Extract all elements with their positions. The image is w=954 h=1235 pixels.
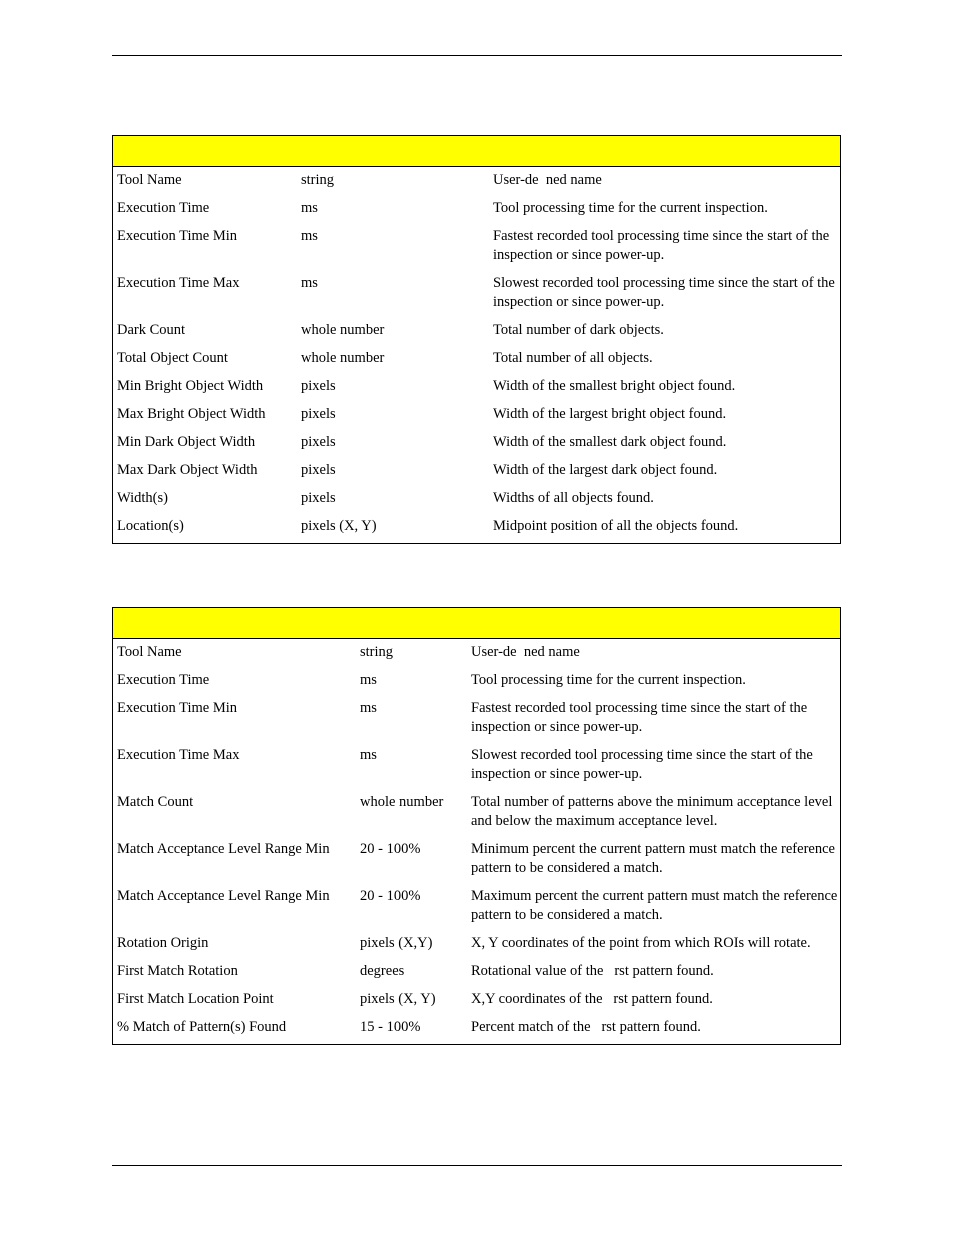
row-name-cell: Execution Time Max: [117, 275, 240, 291]
row-description-cell: Tool processing time for the current inspection.: [471, 672, 746, 688]
row-description-cell: X,Y coordinates of the rst pattern found.: [471, 991, 713, 1007]
row-name-cell: Min Bright Object Width: [117, 378, 264, 394]
row-name-cell: Location(s): [117, 518, 184, 534]
table-row: [113, 487, 840, 515]
table-row: [113, 431, 840, 459]
row-description-cell: Minimum percent the current pattern must match the reference pattern to be considered a match.: [471, 841, 835, 876]
row-description-cell: Widths of all objects found.: [493, 490, 654, 506]
row-description-cell: Total number of all objects.: [493, 350, 653, 366]
row-unit-cell: degrees: [360, 963, 405, 979]
row-name-cell: Total Object Count: [117, 350, 228, 366]
row-description-cell: User-de ned name: [493, 172, 602, 188]
row-name-cell: Match Acceptance Level Range Min: [117, 888, 330, 904]
row-name-cell: First Match Location Point: [117, 991, 274, 1007]
row-unit-cell: pixels (X,Y): [360, 935, 433, 951]
row-unit-cell: pixels: [301, 462, 336, 478]
row-name-cell: Rotation Origin: [117, 935, 209, 951]
row-unit-cell: pixels (X, Y): [301, 518, 377, 534]
row-unit-cell: ms: [360, 672, 377, 688]
row-description-cell: Maximum percent the current pattern must match the reference pattern to be considered a match.: [471, 888, 838, 923]
row-unit-cell: pixels: [301, 378, 336, 394]
row-description-cell: Width of the largest dark object found.: [493, 462, 718, 478]
row-unit-cell: whole number: [360, 794, 444, 810]
row-unit-cell: pixels (X, Y): [360, 991, 436, 1007]
row-description-cell: Total number of dark objects.: [493, 322, 664, 338]
bottom-rule: [112, 1165, 842, 1166]
row-description-cell: Width of the smallest bright object found.: [493, 378, 736, 394]
table-row: [113, 960, 840, 988]
row-description-cell: X, Y coordinates of the point from which ROIs will rotate.: [471, 935, 811, 951]
row-description-cell: Rotational value of the rst pattern found.: [471, 963, 714, 979]
table-body: [113, 639, 840, 1044]
row-name-cell: Match Count: [117, 794, 194, 810]
row-unit-cell: whole number: [301, 350, 385, 366]
row-name-cell: Execution Time: [117, 672, 210, 688]
row-unit-cell: pixels: [301, 406, 336, 422]
top-rule: [112, 55, 842, 56]
table-row: [113, 1016, 840, 1044]
row-name-cell: First Match Rotation: [117, 963, 238, 979]
row-description-cell: User-de ned name: [471, 644, 580, 660]
tool-results-table-1: [112, 135, 841, 544]
row-unit-cell: 15 - 100%: [360, 1019, 421, 1035]
row-description-cell: Width of the smallest dark object found.: [493, 434, 727, 450]
row-name-cell: Execution Time: [117, 200, 210, 216]
row-unit-cell: ms: [301, 228, 318, 244]
table-row: [113, 272, 840, 319]
row-name-cell: Min Dark Object Width: [117, 434, 256, 450]
table-row: [113, 347, 840, 375]
table-row: [113, 641, 840, 669]
row-unit-cell: ms: [360, 700, 377, 716]
table-header: [113, 136, 840, 167]
row-name-cell: Execution Time Max: [117, 747, 240, 763]
table-row: [113, 225, 840, 272]
table-row: [113, 885, 840, 932]
row-description-cell: Fastest recorded tool processing time since the start of the inspection or since power-up.: [493, 228, 830, 263]
row-description-cell: Slowest recorded tool processing time since the start of the inspection or since power-up.: [493, 275, 835, 310]
row-description-cell: Slowest recorded tool processing time since the start of the inspection or since power-up.: [471, 747, 813, 782]
row-unit-cell: whole number: [301, 322, 385, 338]
table-row: [113, 791, 840, 838]
row-unit-cell: 20 - 100%: [360, 888, 421, 904]
row-unit-cell: pixels: [301, 434, 336, 450]
row-name-cell: Tool Name: [117, 644, 182, 660]
row-description-cell: Percent match of the rst pattern found.: [471, 1019, 701, 1035]
row-description-cell: Total number of patterns above the minimum acceptance level and below the maximum acceptance level.: [471, 794, 833, 829]
row-unit-cell: 20 - 100%: [360, 841, 421, 857]
row-name-cell: Execution Time Min: [117, 228, 238, 244]
row-name-cell: Dark Count: [117, 322, 186, 338]
table-body: [113, 167, 840, 543]
table-row: [113, 319, 840, 347]
row-unit-cell: pixels: [301, 490, 336, 506]
row-name-cell: Execution Time Min: [117, 700, 238, 716]
table-row: [113, 744, 840, 791]
table-row: [113, 459, 840, 487]
table-row: [113, 169, 840, 197]
row-unit-cell: ms: [301, 200, 318, 216]
table-header: [113, 608, 840, 639]
row-name-cell: Match Acceptance Level Range Min: [117, 841, 330, 857]
row-unit-cell: string: [301, 172, 335, 188]
table-row: [113, 403, 840, 431]
table-row: [113, 838, 840, 885]
table-row: [113, 515, 840, 543]
table-row: [113, 669, 840, 697]
table-row: [113, 697, 840, 744]
row-name-cell: Max Bright Object Width: [117, 406, 266, 422]
row-description-cell: Fastest recorded tool processing time since the start of the inspection or since power-up.: [471, 700, 808, 735]
row-unit-cell: ms: [301, 275, 318, 291]
table-row: [113, 197, 840, 225]
row-unit-cell: string: [360, 644, 394, 660]
row-description-cell: Width of the largest bright object found.: [493, 406, 727, 422]
row-name-cell: % Match of Pattern(s) Found: [117, 1019, 287, 1035]
row-name-cell: Width(s): [117, 490, 168, 506]
row-name-cell: Tool Name: [117, 172, 182, 188]
row-name-cell: Max Dark Object Width: [117, 462, 258, 478]
row-description-cell: Midpoint position of all the objects found.: [493, 518, 739, 534]
row-description-cell: Tool processing time for the current inspection.: [493, 200, 768, 216]
table-row: [113, 988, 840, 1016]
row-unit-cell: ms: [360, 747, 377, 763]
table-row: [113, 375, 840, 403]
table-row: [113, 932, 840, 960]
tool-results-table-2: [112, 607, 841, 1045]
